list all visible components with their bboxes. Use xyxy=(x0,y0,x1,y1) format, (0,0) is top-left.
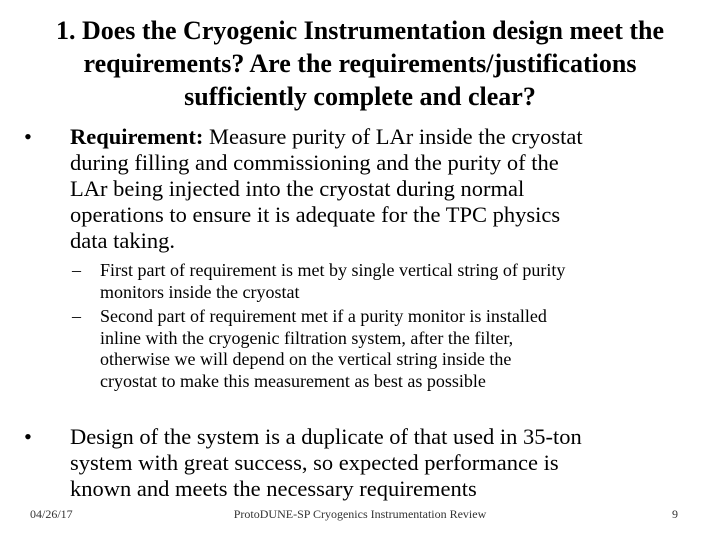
title-line-2: requirements? Are the requirements/justifications xyxy=(83,49,637,78)
slide-title xyxy=(20,14,700,113)
footer-title: ProtoDUNE-SP Cryogenics Instrumentation Review xyxy=(233,507,487,521)
title-line-3: sufficiently complete and clear? xyxy=(184,82,536,111)
sub-bullet-line: cryostat to make this measurement as best as possible xyxy=(100,370,486,391)
footer-date: 04/26/17 xyxy=(30,507,73,521)
bullet-line: LAr being injected into the cryostat during normal xyxy=(70,176,525,201)
bullet-design xyxy=(24,424,682,502)
bullet-requirement xyxy=(24,124,682,254)
bullet-line: Design of the system is a duplicate of that used in 35-ton xyxy=(70,424,582,449)
sub-bullet-first-part xyxy=(72,260,680,303)
bullet-line: during filling and commissioning and the purity of the xyxy=(70,150,559,175)
page-number: 9 xyxy=(672,507,678,521)
bullet-line: data taking. xyxy=(70,228,175,253)
bullet-line: known and meets the necessary requirements xyxy=(70,476,477,501)
title-line-1: 1. Does the Cryogenic Instrumentation design meet the xyxy=(55,16,665,45)
sub-bullet-line: First part of requirement is met by single vertical string of purity xyxy=(100,260,566,280)
sub-bullet-second-part xyxy=(72,306,680,392)
requirement-label: Requirement: xyxy=(70,124,204,149)
bullet-line: system with great success, so expected performance is xyxy=(70,450,559,475)
sub-bullet-line: otherwise we will depend on the vertical string inside the xyxy=(100,349,512,369)
sub-bullet-line: Second part of requirement met if a purity monitor is installed xyxy=(100,306,547,326)
sub-bullet-line: inline with the cryogenic filtration system, after the filter, xyxy=(100,327,514,348)
sub-bullet-marker: – xyxy=(72,306,81,326)
sub-bullet-marker: – xyxy=(72,260,81,280)
bullet-marker: • xyxy=(24,424,32,449)
bullet-line: operations to ensure it is adequate for the TPC physics xyxy=(70,202,561,227)
bullet-line xyxy=(42,124,682,150)
bullet-text: Measure purity of LAr inside the cryostat xyxy=(203,124,583,149)
sub-bullet-line: monitors inside the cryostat xyxy=(100,281,300,302)
bullet-marker: • xyxy=(24,124,32,149)
